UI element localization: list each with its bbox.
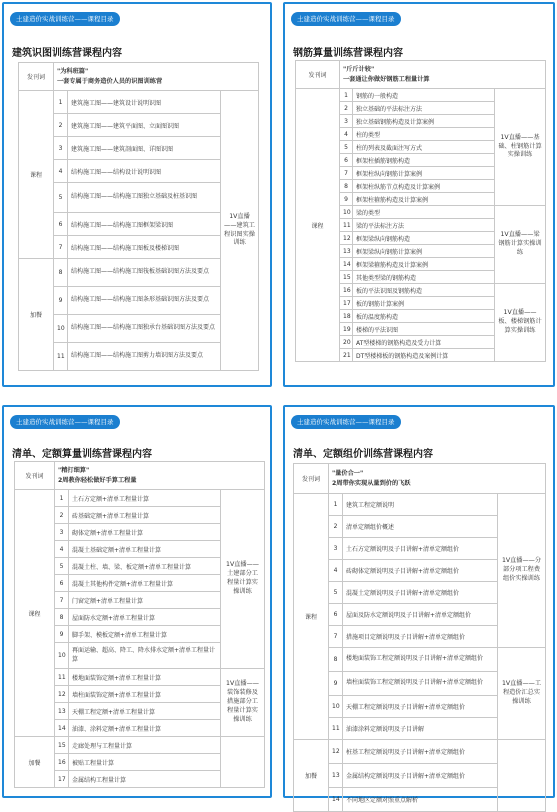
panel-list-quota-quantity	[2, 405, 272, 798]
row-number: 4	[329, 560, 343, 582]
row-number: 4	[340, 128, 353, 141]
row-title: 屋面防水定额+清单工程量计算	[69, 609, 221, 626]
course-table	[14, 461, 265, 788]
row-number: 5	[55, 558, 69, 575]
row-title: 楼地面装饰定额+清单工程量计算	[69, 669, 221, 686]
row-number: 16	[340, 284, 353, 297]
row-title: 清单定额组价概述	[343, 516, 498, 538]
subtitle-quote: "斤斤计较"	[343, 66, 375, 74]
row-title: 措施项目定额说明及子目讲解+清单定额组价	[343, 626, 498, 648]
row-number: 14	[55, 720, 69, 737]
row-title: 砖砌体定额说明及子目讲解+清单定额组价	[343, 560, 498, 582]
panel-list-quota-pricing	[283, 405, 555, 804]
panel-title: 建筑识图训练营课程内容	[12, 48, 122, 59]
row-number: 9	[340, 193, 353, 206]
header-label: 发刊词	[296, 61, 340, 89]
row-number: 2	[329, 516, 343, 538]
row-number: 8	[340, 180, 353, 193]
panel-title: 清单、定额组价训练营课程内容	[293, 449, 433, 460]
row-title: 金属结构定额说明及子目讲解+清单定额组价	[343, 764, 498, 788]
row-title: 建筑施工图——建筑设计说明识图	[68, 91, 221, 114]
row-number: 1	[340, 89, 353, 102]
row-title: 混凝土其他构件定额+清单工程量计算	[69, 575, 221, 592]
row-title: 其他类型梁的钢筋构造	[353, 271, 495, 284]
row-title: 结构施工图——结构施工图剪力墙识图方法及要点	[68, 343, 221, 371]
row-number: 3	[54, 137, 68, 160]
row-number: 14	[340, 258, 353, 271]
group-label-course: 课程	[296, 89, 340, 362]
row-number: 2	[340, 102, 353, 115]
row-number: 8	[55, 609, 69, 626]
row-number: 7	[54, 236, 68, 259]
row-title: 板的温度筋构造	[353, 310, 495, 323]
row-number: 13	[55, 703, 69, 720]
row-title: 结构施工图——结构施工图独立基础及桩基识图	[68, 183, 221, 213]
header-subtitle	[329, 464, 546, 494]
row-title: 框架梁纵向钢筋计算案例	[353, 245, 495, 258]
row-number: 21	[340, 349, 353, 362]
row-title: 结构施工图——结构施工图筏板基础识图方法及要点	[68, 259, 221, 287]
row-number: 8	[54, 259, 68, 287]
row-title: 油漆、涂料定额+清单工程量计算	[69, 720, 221, 737]
row-title: 柱的列表及截面注写方式	[353, 141, 495, 154]
live-comment: 1V直播——建筑工程识图实操训练	[221, 91, 259, 371]
row-title: 梁的类型	[353, 206, 495, 219]
row-number: 7	[329, 626, 343, 648]
group-label-extra: 加餐	[294, 740, 329, 812]
row-title: 土石方定额说明及子目讲解+清单定额组价	[343, 538, 498, 560]
row-number: 6	[55, 575, 69, 592]
live-comment: 1V直播——梁钢筋计算实操训练	[495, 206, 546, 284]
row-title: 墙柱面装饰工程定额说明及子目讲解+清单定额组价	[343, 672, 498, 696]
subtitle-quote: "量价合一"	[332, 470, 364, 478]
row-title: 被贴工程量计算	[69, 754, 221, 771]
row-number: 6	[329, 604, 343, 626]
row-title: 脚手架、模板定额+清单工程量计算	[69, 626, 221, 643]
empty-comment	[221, 737, 265, 788]
row-title: 再面运输、超高、降工、降水排水定额+清单工程量计算	[69, 643, 221, 669]
row-title: 砖基础定额+清单工程量计算	[69, 507, 221, 524]
row-title: 不同地区定额对照重点解析	[343, 788, 498, 812]
row-number: 12	[329, 740, 343, 764]
row-number: 2	[55, 507, 69, 524]
subtitle-desc: 2周带你实现从量到价的飞跃	[332, 479, 411, 487]
row-number: 10	[54, 315, 68, 343]
row-title: 钢筋的一般构造	[353, 89, 495, 102]
row-title: 独立基础钢筋构造及计算案例	[353, 115, 495, 128]
row-title: 框架梁箍筋构造及计算案例	[353, 258, 495, 271]
row-title: 建筑施工图——建筑剖面图、详图识图	[68, 137, 221, 160]
row-number: 18	[340, 310, 353, 323]
row-title: 油漆涂料定额说明及子目讲解	[343, 718, 498, 740]
row-title: 板的钢筋计算案例	[353, 297, 495, 310]
row-number: 17	[55, 771, 69, 788]
row-number: 1	[329, 494, 343, 516]
row-title: 门窗定额+清单工程量计算	[69, 592, 221, 609]
row-title: 土石方定额+清单工程量计算	[69, 490, 221, 507]
row-title: 混凝土基础定额+清单工程量计算	[69, 541, 221, 558]
row-number: 9	[54, 287, 68, 315]
badge-course-catalog: 土建造价实战训练营——课程目录	[291, 12, 401, 26]
row-title: AT型楼梯的钢筋构造及受力计算	[353, 336, 495, 349]
row-number: 9	[55, 626, 69, 643]
row-title: 屋面及防水定额说明及子目讲解+清单定额组价	[343, 604, 498, 626]
row-title: 混凝土柱、墙、梁、板定额+清单工程量计算	[69, 558, 221, 575]
row-number: 6	[54, 213, 68, 236]
row-title: 墙柱面装饰定额+清单工程量计算	[69, 686, 221, 703]
row-number: 12	[340, 232, 353, 245]
row-title: 建筑施工图——建筑平面图、立面图识图	[68, 114, 221, 137]
subtitle-desc: 2周教你轻松做好手算工程量	[58, 476, 137, 484]
row-number: 20	[340, 336, 353, 349]
group-label-course: 课程	[294, 494, 329, 740]
row-number: 16	[55, 754, 69, 771]
row-number: 15	[340, 271, 353, 284]
row-title: 结构施工图——结构施工图独承台基础识图方法及要点	[68, 315, 221, 343]
row-number: 5	[54, 183, 68, 213]
group-label-extra: 加餐	[15, 737, 55, 788]
row-title: 框架柱纵筋节点构造及计算案例	[353, 180, 495, 193]
panel-title: 清单、定额算量训练营课程内容	[12, 449, 152, 460]
badge-course-catalog: 土建造价实战训练营——课程目录	[10, 12, 120, 26]
row-title: 结构施工图——结构施工图板及楼梯识图	[68, 236, 221, 259]
live-comment: 1V直播——装饰装修及措施部分工程量计算实操训练	[221, 669, 265, 737]
row-number: 6	[340, 154, 353, 167]
subtitle-quote: "为科班篇"	[57, 68, 89, 76]
row-number: 13	[340, 245, 353, 258]
live-comment: 1V直播——分部分项工程费组价实操训练	[498, 494, 546, 648]
badge-course-catalog: 土建造价实战训练营——课程目录	[10, 415, 120, 429]
header-subtitle	[55, 462, 265, 490]
subtitle-quote: "精打细算"	[58, 467, 90, 475]
group-label-course: 课程	[19, 91, 54, 259]
row-title: 柱的类型	[353, 128, 495, 141]
header-subtitle	[340, 61, 546, 89]
course-table	[18, 62, 259, 371]
row-number: 2	[54, 114, 68, 137]
row-title: 混凝土定额说明及子目讲解+清单定额组价	[343, 582, 498, 604]
header-label: 发刊词	[19, 63, 54, 91]
row-title: 独立基础的平法标注方法	[353, 102, 495, 115]
row-title: 天棚工程定额说明及子目讲解+清单定额组价	[343, 696, 498, 718]
row-number: 12	[55, 686, 69, 703]
row-title: DT型楼梯板的钢筋构造及案例计算	[353, 349, 495, 362]
group-label-extra: 加餐	[19, 259, 54, 371]
panel-rebar-quantity	[283, 2, 555, 387]
badge-course-catalog: 土建造价实战训练营——课程目录	[291, 415, 401, 429]
row-number: 7	[55, 592, 69, 609]
header-subtitle	[54, 63, 259, 91]
row-title: 框架柱箍筋构造及计算案例	[353, 193, 495, 206]
row-number: 5	[329, 582, 343, 604]
header-label: 发刊词	[15, 462, 55, 490]
row-number: 4	[55, 541, 69, 558]
row-title: 框架梁纵向钢筋构造	[353, 232, 495, 245]
row-number: 1	[54, 91, 68, 114]
row-title: 砌体定额+清单工程量计算	[69, 524, 221, 541]
row-title: 梁的平法标注方法	[353, 219, 495, 232]
live-comment: 1V直播——板、楼梯钢筋计算实操训练	[495, 284, 546, 362]
row-title: 天棚工程定额+清单工程量计算	[69, 703, 221, 720]
subtitle-desc: 一套专属于商务造价人员的识图训练营	[57, 77, 163, 85]
row-number: 11	[54, 343, 68, 371]
row-title: 结构施工图——结构设计说明识图	[68, 160, 221, 183]
row-number: 10	[329, 696, 343, 718]
row-title: 结构施工图——结构施工图框架梁识图	[68, 213, 221, 236]
empty-comment	[498, 740, 546, 812]
row-number: 11	[55, 669, 69, 686]
row-title: 框架柱插筋钢筋构造	[353, 154, 495, 167]
row-number: 13	[329, 764, 343, 788]
row-number: 10	[340, 206, 353, 219]
row-title: 板的平法识图及钢筋构造	[353, 284, 495, 297]
row-title: 框架柱纵向钢筋计算案例	[353, 167, 495, 180]
row-number: 7	[340, 167, 353, 180]
row-number: 17	[340, 297, 353, 310]
subtitle-desc: 一套通让你做好钢筋工程量计算	[343, 75, 430, 83]
row-title: 结构施工图——结构施工图条形基础识图方法及要点	[68, 287, 221, 315]
course-table	[295, 60, 546, 362]
row-number: 10	[55, 643, 69, 669]
group-label-course: 课程	[15, 490, 55, 737]
row-title: 楼地面装饰工程定额说明及子目讲解+清单定额组价	[343, 648, 498, 672]
row-number: 19	[340, 323, 353, 336]
panel-architecture-drawing	[2, 2, 272, 387]
header-label: 发刊词	[294, 464, 329, 494]
row-number: 3	[329, 538, 343, 560]
row-number: 11	[340, 219, 353, 232]
row-number: 14	[329, 788, 343, 812]
live-comment: 1V直播——基础、柱钢筋计算实操训练	[495, 89, 546, 206]
row-number: 3	[340, 115, 353, 128]
row-number: 8	[329, 648, 343, 672]
row-number: 1	[55, 490, 69, 507]
row-title: 金属结构工程量计算	[69, 771, 221, 788]
row-number: 9	[329, 672, 343, 696]
row-number: 5	[340, 141, 353, 154]
row-title: 建筑工程定额说明	[343, 494, 498, 516]
row-number: 4	[54, 160, 68, 183]
panel-title: 钢筋算量训练营课程内容	[293, 48, 403, 59]
course-table	[293, 463, 546, 812]
row-title: 楼梯的平法识图	[353, 323, 495, 336]
row-number: 11	[329, 718, 343, 740]
row-number: 15	[55, 737, 69, 754]
live-comment: 1V直播——土建部分工程量计算实操训练	[221, 490, 265, 669]
live-comment: 1V直播——工程造价汇总实操训练	[498, 648, 546, 740]
row-number: 3	[55, 524, 69, 541]
row-title: 桩基工程定额说明及子目讲解+清单定额组价	[343, 740, 498, 764]
row-title: 走廊处理与工程量计算	[69, 737, 221, 754]
